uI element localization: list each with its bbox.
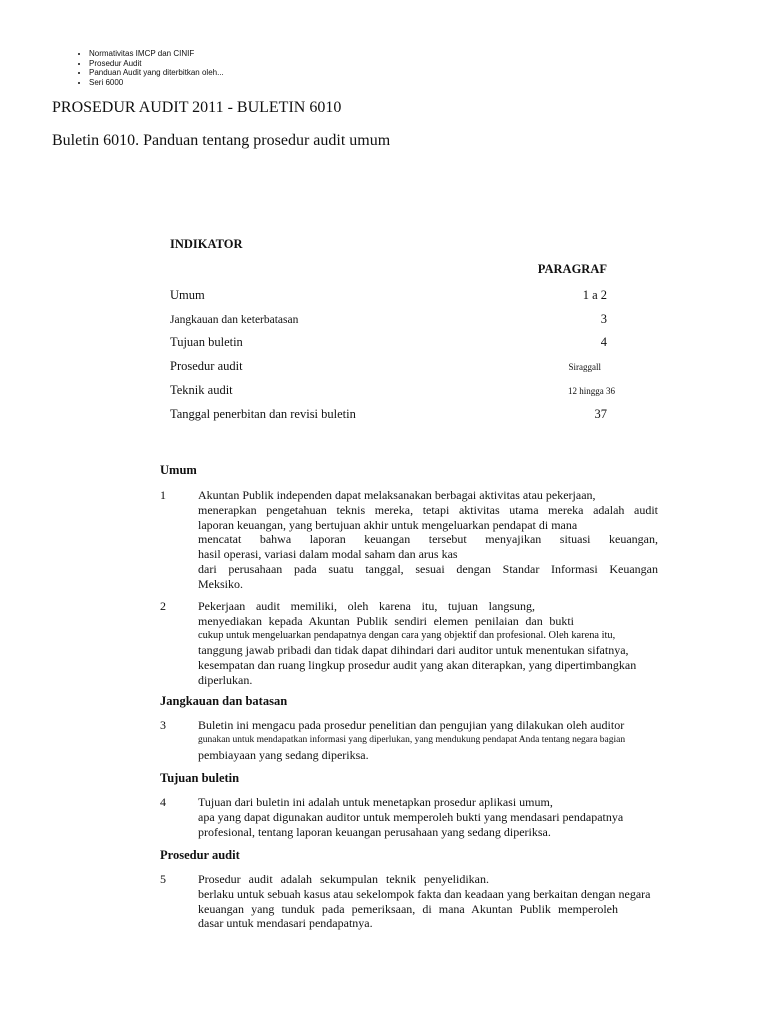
toc-row-paragraph: 1 a 2 [582, 288, 607, 302]
numbered-paragraph [160, 488, 660, 592]
paragraph-line: berlaku untuk sebuah kasus atau sekelompok fakta dan keadaan yang berkaitan dengan negara [198, 886, 651, 901]
breadcrumb [73, 49, 224, 87]
numbered-paragraph [160, 718, 660, 762]
toc-row-label: Teknik audit [170, 383, 233, 397]
page-title: PROSEDUR AUDIT 2011 - BULETIN 6010 [52, 99, 342, 116]
paragraph-line: keuangan yang tunduk pada pemeriksaan, di mana Akuntan Publik memperoleh [198, 901, 618, 916]
paragraph-line: kesempatan dan ruang lingkup prosedur audit yang akan diterapkan, yang dipertimbangkan [198, 658, 637, 673]
paragraph-line: dasar untuk mendasari pendapatnya. [198, 916, 373, 931]
toc-row [170, 335, 607, 350]
paragraph-line: menerapkan pengetahuan teknis mereka, tetapi aktivitas utama mereka adalah audit [198, 502, 658, 517]
paragraph-line: Prosedur audit adalah sekumpulan teknik penyelidikan. [198, 872, 489, 886]
toc-heading: INDIKATOR [170, 237, 243, 251]
toc-row [170, 383, 615, 398]
toc-row [170, 312, 607, 327]
breadcrumb-item[interactable] [89, 78, 224, 88]
paragraph-line: Buletin ini mengacu pada prosedur penelitian dan pengujian yang dilakukan oleh auditor [198, 718, 625, 732]
toc-row-paragraph: 12 hingga 36 [568, 386, 615, 396]
paragraph-number: 1 [160, 488, 166, 502]
toc-row-label: Prosedur audit [170, 359, 243, 373]
breadcrumb-link[interactable]: Normativitas IMCP dan CINIF [89, 49, 195, 58]
toc-row [170, 288, 607, 303]
paragraph-line: gunakan untuk mendapatkan informasi yang diperlukan, yang mendukung pendapat Anda tentang negara bagian [198, 734, 626, 745]
paragraph-line: Tujuan dari buletin ini adalah untuk menetapkan prosedur aplikasi umum, [198, 795, 553, 809]
paragraph-line: Pekerjaan audit memiliki, oleh karena itu, tujuan langsung, [198, 599, 535, 613]
section-heading: Jangkauan dan batasan [160, 694, 288, 708]
toc-row-paragraph: 4 [600, 335, 607, 349]
section-heading: Tujuan buletin [160, 771, 240, 785]
section-heading: Prosedur audit [160, 848, 240, 862]
breadcrumb-item[interactable] [89, 59, 224, 69]
toc-row [170, 359, 607, 374]
toc-row-label: Umum [170, 288, 205, 302]
breadcrumb-item[interactable] [89, 49, 224, 59]
paragraph-line: Meksiko. [198, 576, 243, 591]
toc-row-label: Jangkauan dan keterbatasan [170, 314, 299, 326]
numbered-paragraph [160, 599, 660, 688]
toc-row-label: Tujuan buletin [170, 335, 243, 349]
toc-row-label: Tanggal penerbitan dan revisi buletin [170, 407, 356, 421]
numbered-paragraph [160, 872, 660, 931]
section-heading: Umum [160, 463, 197, 477]
paragraph-number: 4 [160, 795, 166, 809]
paragraph-line: Akuntan Publik independen dapat melaksanakan berbagai aktivitas atau pekerjaan, [198, 488, 596, 502]
paragraph-number: 3 [160, 718, 166, 732]
paragraph-line: apa yang dapat digunakan auditor untuk memperoleh bukti yang mendasari pendapatnya [198, 809, 624, 824]
paragraph-line: diperlukan. [198, 672, 253, 687]
breadcrumb-link[interactable]: Panduan Audit yang diterbitkan oleh... [89, 68, 224, 77]
numbered-paragraph [160, 795, 660, 839]
page-subtitle: Buletin 6010. Panduan tentang prosedur audit umum [52, 132, 391, 149]
paragraph-line: mencatat bahwa laporan keuangan tersebut menyajikan situasi keuangan, [198, 532, 658, 547]
toc-row-paragraph: Siraggall [568, 362, 601, 372]
paragraph-line: dari perusahaan pada suatu tanggal, sesuai dengan Standar Informasi Keuangan [198, 561, 658, 576]
paragraph-number: 5 [160, 872, 166, 886]
paragraph-line: tanggung jawab pribadi dan tidak dapat dihindari dari auditor untuk menentukan sifatnya, [198, 643, 629, 658]
paragraph-line: pembiayaan yang sedang diperiksa. [198, 747, 369, 762]
toc-row [170, 407, 607, 422]
paragraph-number: 2 [160, 599, 166, 613]
toc-column-header: PARAGRAF [537, 262, 607, 276]
paragraph-line: hasil operasi, variasi dalam modal saham dan arus kas [198, 547, 458, 562]
breadcrumb-item[interactable] [89, 68, 224, 78]
breadcrumb-link[interactable]: Seri 6000 [89, 77, 124, 87]
toc-row-paragraph: 3 [600, 312, 607, 326]
paragraph-line: laporan keuangan, yang bertujuan akhir untuk mengeluarkan pendapat di mana [198, 517, 578, 532]
breadcrumb-link[interactable]: Prosedur Audit [89, 58, 142, 68]
paragraph-line: menyediakan kepada Akuntan Publik sendiri elemen penilaian dan bukti [198, 613, 574, 628]
paragraph-line: profesional, tentang laporan keuangan perusahaan yang sedang diperiksa. [198, 824, 551, 839]
toc-row-paragraph: 37 [594, 407, 607, 421]
paragraph-line: cukup untuk mengeluarkan pendapatnya dengan cara yang objektif dan profesional. Oleh karena itu, [198, 629, 616, 641]
